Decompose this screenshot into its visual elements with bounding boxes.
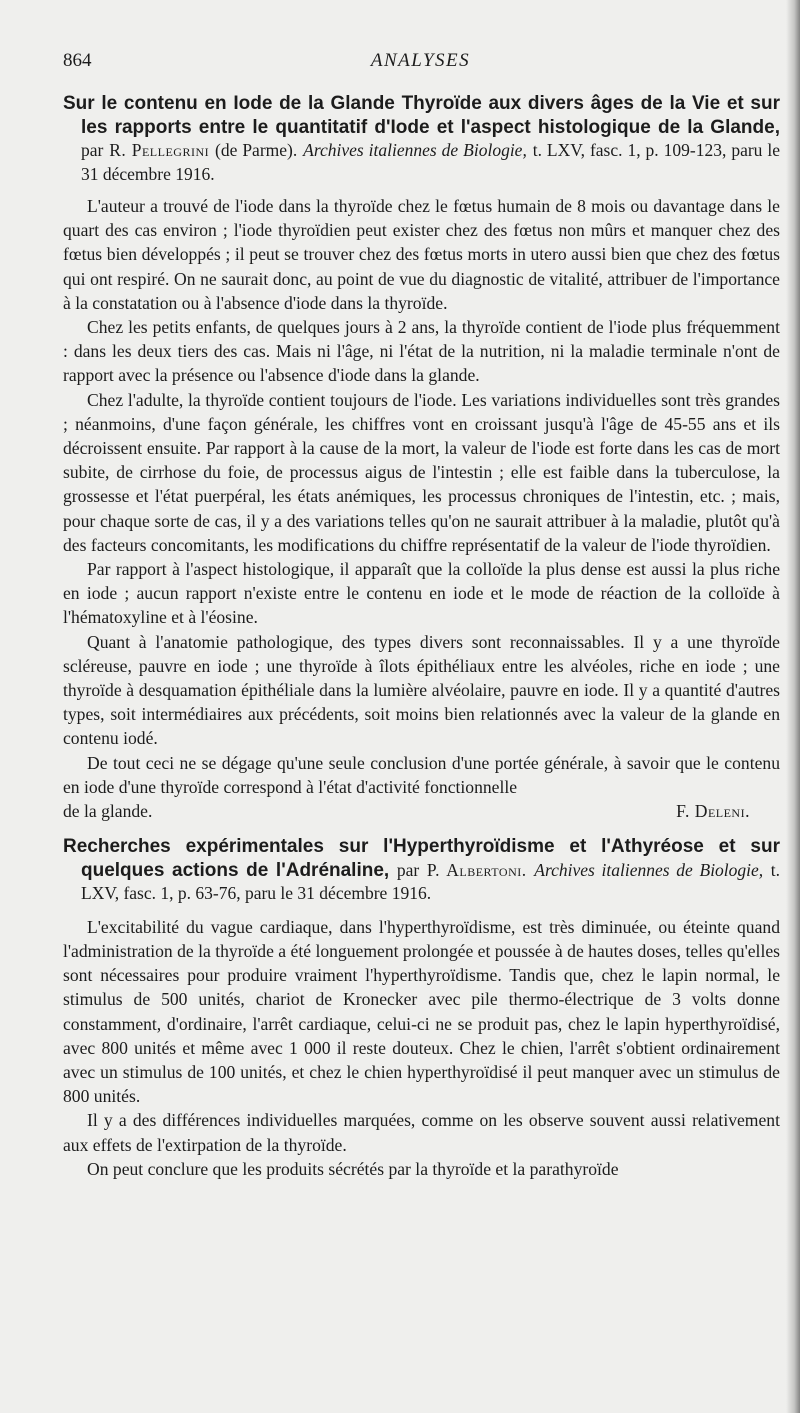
paragraph: Quant à l'anatomie pathologique, des types divers sont reconnaissables. Il y a une thyroïde scléreuse, pauvre en iode ; une thyroïde à îlots épithéliaux entre les alvéoles, riche en iode ; une thyroïde à desquamation épithéliale dans la lumière alvéolaire, pauvre en iode. Il y a quantité d'autres types, soit intermédiaires aux précédents, soit moins bien relationnés avec la valeur de la glande en contenu iodé. <box>63 631 780 749</box>
page-header <box>63 50 778 80</box>
paragraph: L'excitabilité du vague cardiaque, dans l'hyperthyroïdisme, est très diminuée, ou éteinte quand l'administration de la thyroïde a été longuement prolongée et poussée à de hautes doses, telles qu'elles sont nécessaires pour produire vraiment l'hyperthyroïdisme. Tandis que, chez le lapin normal, le stimulus de 500 unités, chariot de Kronecker avec pile thermo-électrique de 3 volts donne constamment, d'ordinaire, l'arrêt cardiaque, celui-ci ne se produit pas, chez le lapin hyperthyroïdisé, avec 800 unités et même avec 1 000 il reste douteux. Chez le chien, l'arrêt s'obtient ordinairement avec un stimulus de 100 unités, et chez le chien hyperthyroïdisé il peut manquer avec un stimulus de 800 unités. <box>63 916 780 1107</box>
last-line: de la glande. <box>63 801 153 822</box>
article-body <box>63 915 780 1181</box>
journal-citation: t. LXV, fasc. 1, p. 63-76, paru le 31 décembre 1916. <box>81 859 781 904</box>
paragraph: L'auteur a trouvé de l'iode dans la thyroïde chez le fœtus humain de 8 mois ou davantage dans le quart des cas environ ; l'iode thyroïdien peut exister chez des fœtus non mûrs et manquer chez des fœtus bien développés ; il peut se trouver chez des fœtus morts in utero aussi bien que chez des fœtus qui ont respiré. On ne saurait donc, au point de vue du diagnostic de vitalité, attribuer de l'importance à la constatation ou à l'absence d'iode dans la thyroïde. <box>63 196 780 313</box>
paragraph: De tout ceci ne se dégage qu'une seule conclusion d'une portée générale, à savoir que le contenu en iode d'une thyroïde correspond à l'état d'activité fonctionnelle <box>63 752 780 797</box>
page-content <box>63 92 780 1181</box>
by-word: par <box>81 140 104 160</box>
signature-line <box>63 799 780 823</box>
article-heading <box>63 92 780 186</box>
page-number: 864 <box>63 50 92 71</box>
reviewer-signature: F. Deleni. <box>676 801 750 822</box>
paragraph: Chez l'adulte, la thyroïde contient toujours de l'iode. Les variations individuelles sont très grandes ; néanmoins, d'une façon générale, les chiffres vont en croissant jusqu'à l'âge de 45-55 ans et ils décroissent ensuite. Par rapport à la cause de la mort, la valeur de l'iode est forte dans les cas de mort subite, de cirrhose du foie, de processus aigus de l'intestin ; elle est faible dans la tuberculose, la grossesse et l'état puerpéral, les états anémiques, les processus chroniques de l'intestin, etc. ; mais, pour chaque sorte de cas, il y a des variations telles qu'on ne saurait attribuer à la maladie, plutôt qu'à des facteurs concomitants, les modifications du chiffre représentatif de la valeur de l'iode thyroïdien. <box>63 389 780 555</box>
article-title: Sur le contenu en Iode de la Glande Thyroïde aux divers âges de la Vie et sur les rapports entre le quantitatif d'Iode et l'aspect histologique de la Glande, <box>63 93 780 138</box>
page-edge-shadow <box>786 0 800 1413</box>
running-title: ANALYSES <box>370 50 471 71</box>
article-2 <box>63 835 780 1181</box>
article-heading <box>63 835 780 906</box>
article-title: Recherches expérimentales sur l'Hyperthyroïdisme et l'Athyréose et sur quelques actions de l'Adrénaline, <box>63 836 780 881</box>
article-author: R. Pellegrini <box>109 140 210 160</box>
paragraph: Par rapport à l'aspect histologique, il apparaît que la colloïde la plus dense est aussi la plus riche en iode ; aucun rapport n'existe entre le contenu en iode et le mode de réaction de la colloïde à l'hématoxyline et à l'éosine. <box>63 559 780 628</box>
article-author: P. Albertoni. <box>426 859 527 880</box>
paragraph: On peut conclure que les produits sécrétés par la thyroïde et la parathyroïde <box>87 1158 619 1179</box>
paragraph: Chez les petits enfants, de quelques jours à 2 ans, la thyroïde contient de l'iode plus fréquemment : dans les deux tiers des cas. Mais ni l'âge, ni l'état de la nutrition, ni la maladie terminale n'ont de rapport avec la présence ou l'absence d'iode dans la glande. <box>63 317 780 386</box>
paragraph: Il y a des différences individuelles marquées, comme on les observe souvent aussi relativement aux effets de l'extirpation de la thyroïde. <box>63 1110 780 1155</box>
journal-citation: t. LXV, fasc. 1, p. 109-123, paru le 31 décembre 1916. <box>81 140 781 184</box>
journal-name: Archives italiennes de Biologie, <box>303 140 527 160</box>
article-1 <box>63 92 780 823</box>
article-body <box>63 194 780 823</box>
by-word: par <box>396 859 420 880</box>
author-affiliation: (de Parme). <box>215 140 298 160</box>
journal-name: Archives italiennes de Biologie, <box>534 859 764 880</box>
